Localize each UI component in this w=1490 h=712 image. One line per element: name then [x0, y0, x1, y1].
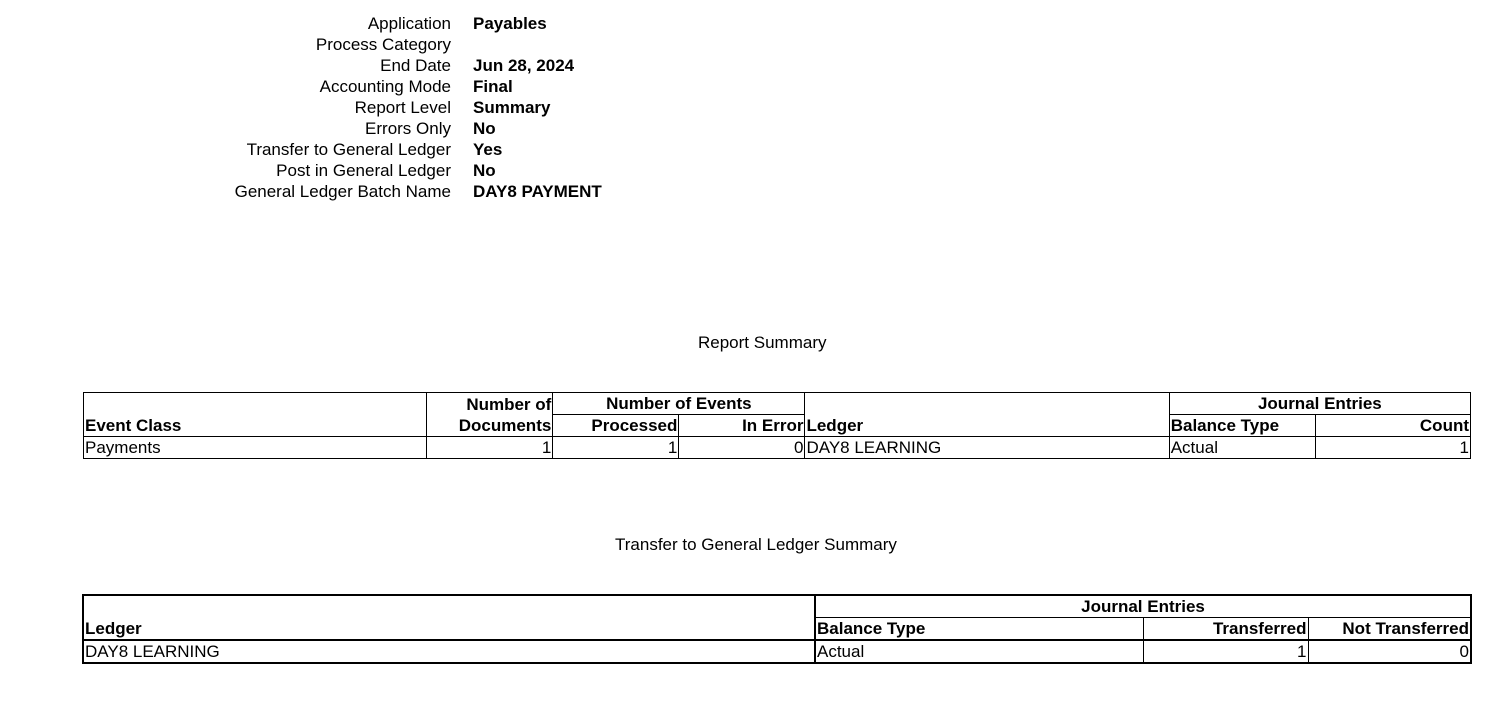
- table-header-row: [84, 393, 1471, 415]
- report-summary-table: [83, 392, 1471, 459]
- column-header-journal-entries: Journal Entries: [815, 595, 1471, 618]
- column-header-in-error: In Error: [679, 415, 805, 437]
- cell-count: 1: [1315, 437, 1470, 459]
- param-label: Errors Only: [365, 119, 451, 138]
- cell-balance-type: Actual: [815, 640, 1143, 663]
- param-label: Process Category: [315, 35, 451, 54]
- cell-balance-type: Actual: [1169, 437, 1315, 459]
- param-value: Jun 28, 2024: [473, 56, 575, 75]
- cell-ledger: DAY8 LEARNING: [805, 437, 1169, 459]
- column-header-balance-type: Balance Type: [1169, 415, 1315, 437]
- cell-ledger: DAY8 LEARNING: [83, 640, 815, 663]
- param-value: Payables: [473, 14, 547, 33]
- column-header-ledger: Ledger: [83, 618, 815, 641]
- column-header-transferred: Transferred: [1143, 618, 1308, 641]
- param-value: No: [473, 161, 496, 180]
- cell-not-transferred: 0: [1308, 640, 1471, 663]
- column-header-documents: Documents: [427, 415, 553, 437]
- table-header-row: [83, 595, 1471, 618]
- param-label: Accounting Mode: [319, 77, 451, 96]
- transfer-summary-table: [82, 594, 1472, 664]
- param-label: General Ledger Batch Name: [234, 182, 451, 201]
- column-header-count: Count: [1315, 415, 1470, 437]
- param-label: Transfer to General Ledger: [246, 140, 451, 159]
- column-header-ledger: Ledger: [805, 415, 1169, 437]
- param-value: DAY8 PAYMENT: [473, 182, 602, 201]
- table-header-row: [83, 618, 1471, 641]
- column-header-not-transferred: Not Transferred: [1308, 618, 1471, 641]
- param-value: Yes: [473, 140, 503, 159]
- cell-documents: 1: [427, 437, 553, 459]
- param-label: Application: [367, 14, 451, 33]
- column-header-number-of-events: Number of Events: [553, 393, 805, 415]
- column-header-ledger-top: [805, 393, 1169, 415]
- column-header-number-of: Number of: [427, 393, 553, 415]
- column-header-journal-entries: Journal Entries: [1169, 393, 1470, 415]
- param-label: Report Level: [354, 98, 451, 117]
- param-value: Summary: [473, 98, 551, 117]
- param-value: Final: [473, 77, 513, 96]
- param-label: End Date: [380, 56, 451, 75]
- report-summary-title: Report Summary: [698, 333, 827, 352]
- param-label: Post in General Ledger: [276, 161, 451, 180]
- param-value: No: [473, 119, 496, 138]
- table-row: [83, 640, 1471, 663]
- transfer-summary-title: Transfer to General Ledger Summary: [615, 535, 897, 554]
- table-header-row: [84, 415, 1471, 437]
- column-header-processed: Processed: [553, 415, 679, 437]
- column-header-event-class-top: [84, 393, 427, 415]
- column-header-event-class: Event Class: [84, 415, 427, 437]
- column-header-ledger-top: [83, 595, 815, 618]
- table-row: [84, 437, 1471, 459]
- cell-processed: 1: [553, 437, 679, 459]
- cell-transferred: 1: [1143, 640, 1308, 663]
- cell-event-class: Payments: [84, 437, 427, 459]
- cell-in-error: 0: [679, 437, 805, 459]
- column-header-balance-type: Balance Type: [815, 618, 1143, 641]
